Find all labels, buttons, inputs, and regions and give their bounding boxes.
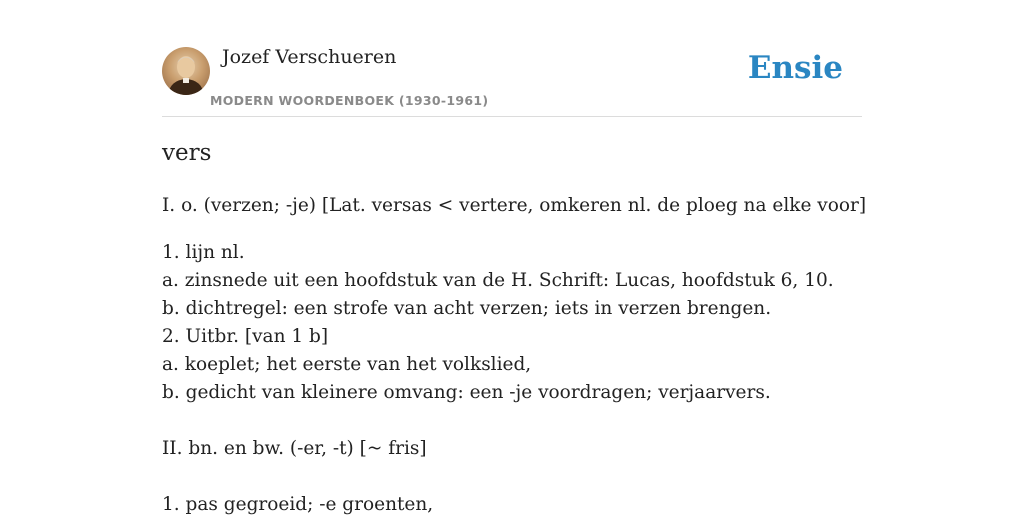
entry-line: a. zinsnede uit een hoofdstuk van de H. Schrift: Lucas, hoofdstuk 6, 10. [162, 270, 834, 291]
spacer [162, 407, 862, 435]
entry-body [162, 192, 867, 519]
entry-line: 1. lijn nl. [162, 242, 245, 263]
entry-line: b. dichtregel: een strofe van acht verzen; iets in verzen brengen. [162, 298, 772, 319]
entry-line: 1. pas gegroeid; -e groenten, [162, 494, 434, 515]
spacer [162, 220, 862, 239]
entry-section-heading: II. bn. en bw. (-er, -t) [~ fris] [162, 438, 427, 459]
author-name[interactable]: Jozef Verschueren [222, 46, 397, 68]
entry-line: a. koeplet; het eerste van het volkslied, [162, 354, 532, 375]
spacer [162, 463, 862, 491]
source-label: MODERN WOORDENBOEK (1930-1961) [210, 93, 489, 108]
portrait-icon [162, 47, 210, 95]
entry-line: 2. Uitbr. [van 1 b] [162, 326, 329, 347]
entry-etymology: I. o. (verzen; -je) [Lat. versas < vertere, omkeren nl. de ploeg na elke voor] [162, 195, 867, 216]
entry-page [162, 0, 867, 515]
author-avatar[interactable] [162, 47, 210, 95]
entry-header [162, 0, 862, 117]
entry-headword: vers [162, 140, 212, 166]
ensie-logo[interactable]: Ensie [747, 50, 843, 86]
entry-line: b. gedicht van kleinere omvang: een -je voordragen; verjaarvers. [162, 382, 771, 403]
